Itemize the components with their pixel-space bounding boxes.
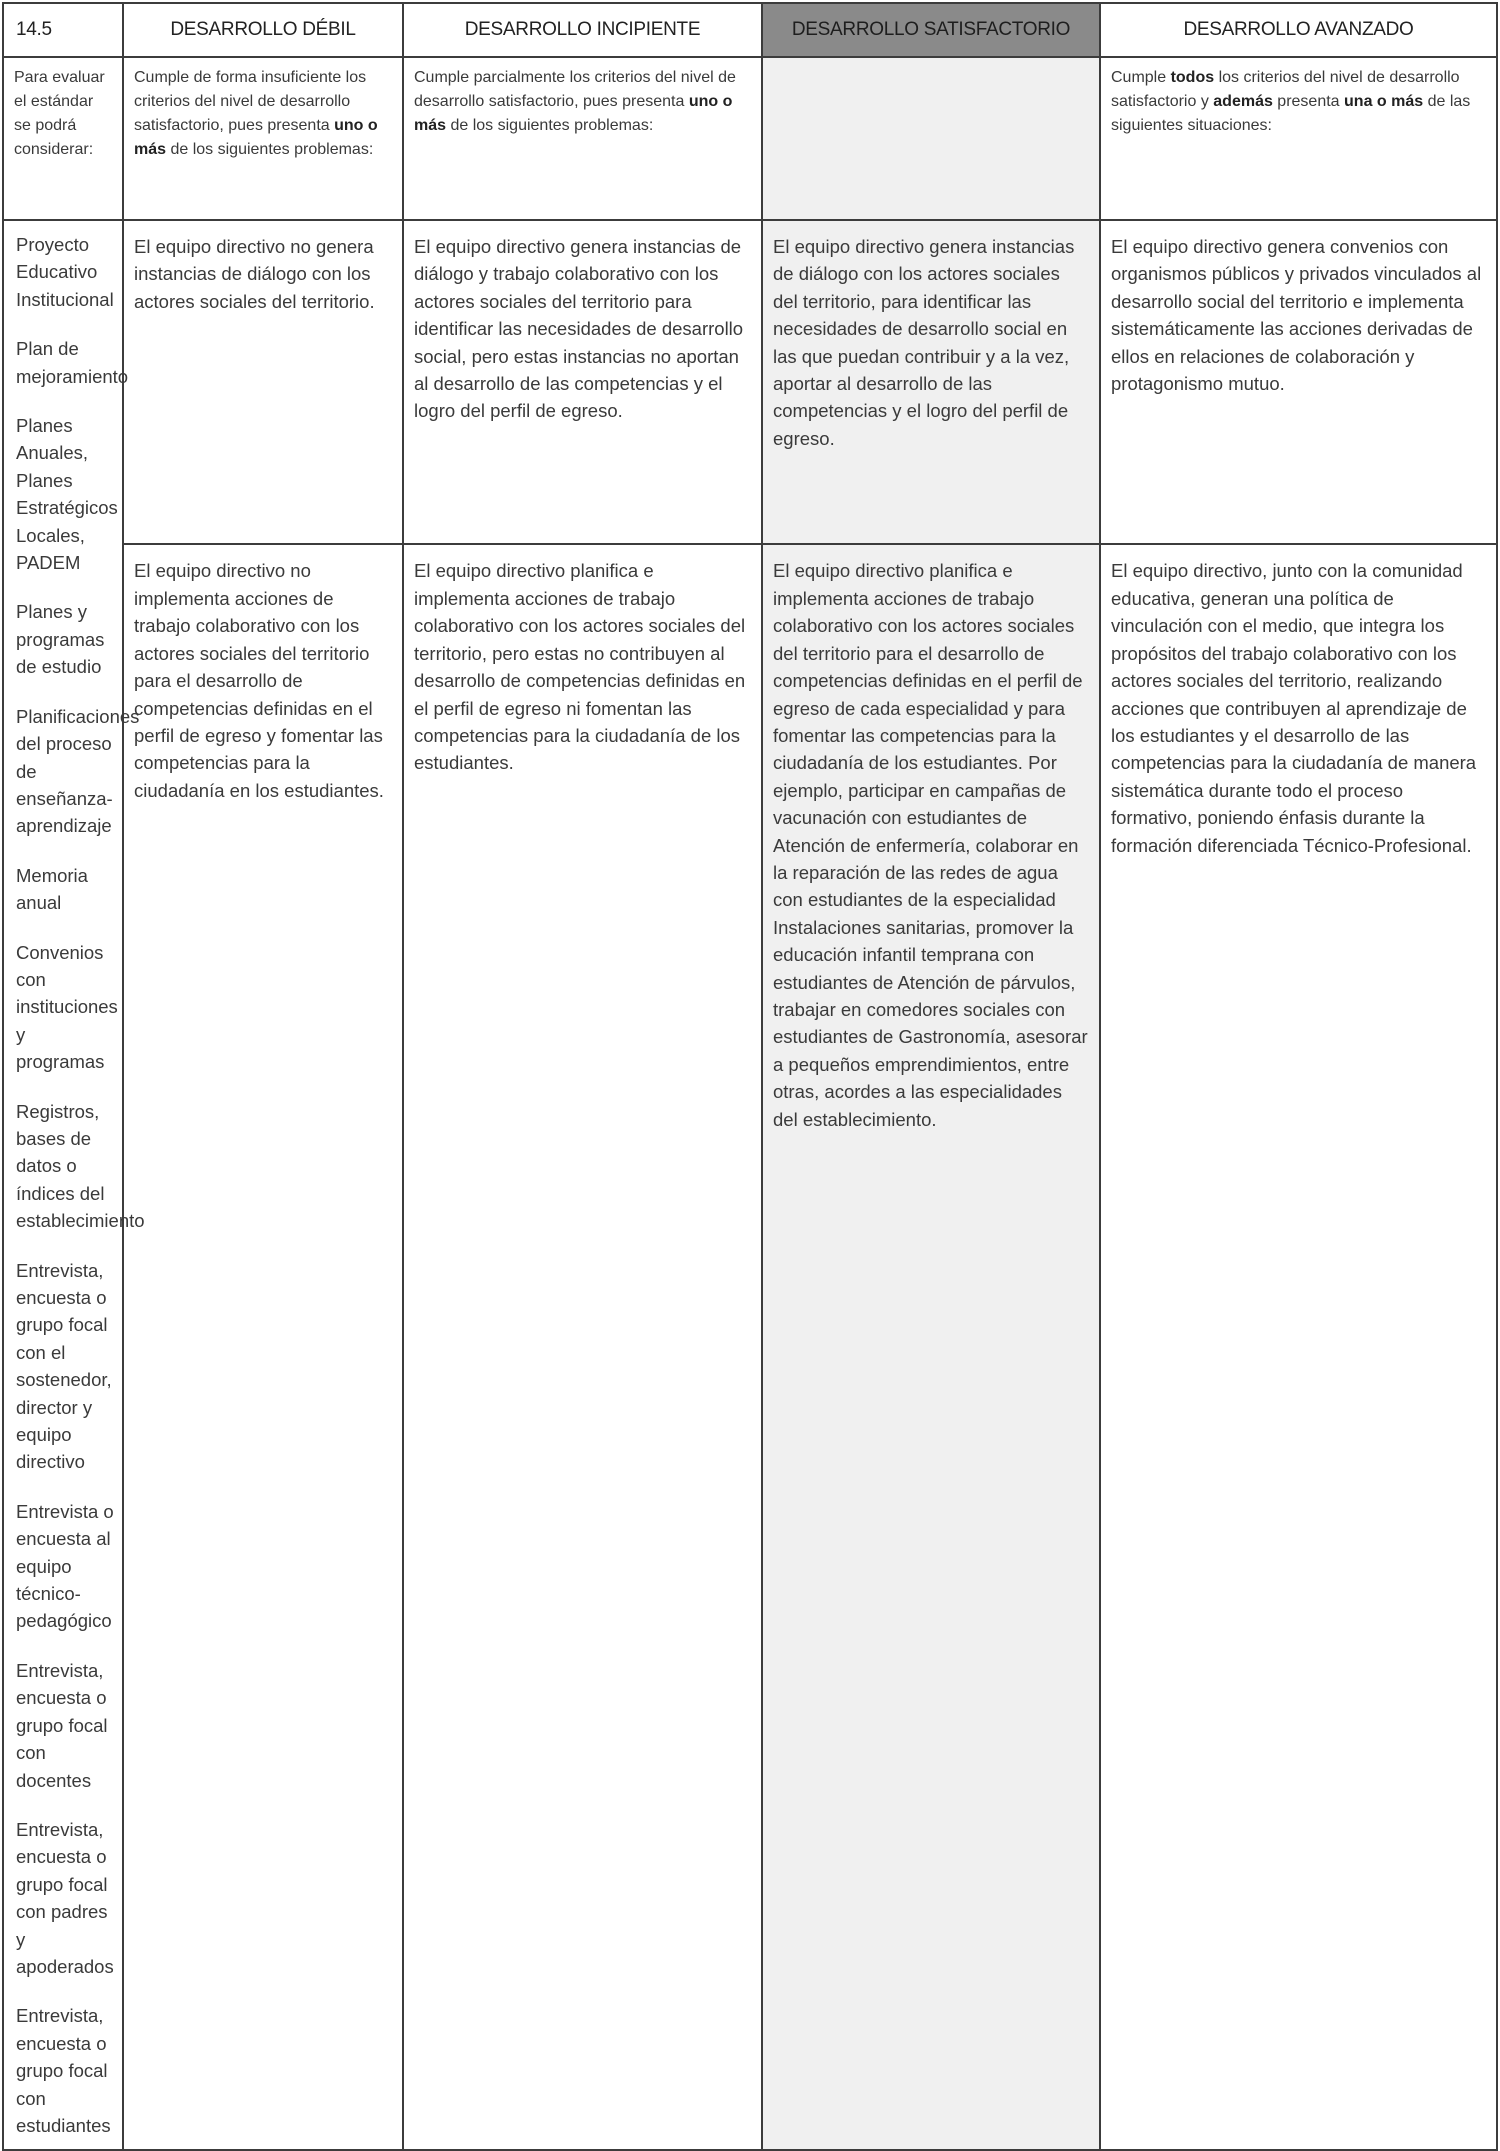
source-item: Registros, bases de datos o índices del establecimiento — [16, 1100, 145, 1232]
sources-label: Para evaluar el estándar se podrá considerar: — [3, 57, 123, 220]
source-item: Entrevista, encuesta o grupo focal con el sostenedor, director y equipo directivo — [16, 1259, 112, 1473]
source-item: Entrevista, encuesta o grupo focal con docentes — [16, 1659, 108, 1791]
source-item: Entrevista, encuesta o grupo focal con estudiantes — [16, 2005, 111, 2136]
intro-text: Cumple de forma insuficiente los criterios del nivel de desarrollo satisfactorio, pues presenta — [134, 69, 367, 134]
intro-text: Cumple — [1111, 69, 1171, 86]
intro-text: de los siguientes problemas: — [446, 117, 654, 134]
level-incipiente-header: DESARROLLO INCIPIENTE — [403, 3, 762, 57]
intro-debil — [123, 57, 403, 220]
source-item: Convenios con instituciones y programas — [16, 941, 118, 1073]
cell-incipiente: El equipo directivo planifica e implementa acciones de trabajo colaborativo con los actores sociales del territorio, pero estas no contribuyen al desarrollo de competencias definidas en el perfil de egreso ni fomentan las competencias para la ciudadanía de los estudiantes. — [403, 544, 762, 2150]
source-item: Plan de mejoramiento — [16, 338, 129, 387]
cell-avanzado: El equipo directivo genera convenios con organismos públicos y privados vinculados al desarrollo social del territorio e implementa sistemáticamente las acciones derivadas de ellos en relaciones de colaboración y protagonismo mutuo. — [1100, 220, 1497, 544]
source-item: Entrevista, encuesta o grupo focal con padres y apoderados — [16, 1818, 114, 1977]
intro-text: Cumple parcialmente los criterios del nivel de desarrollo satisfactorio, pues presenta — [414, 69, 736, 110]
criterion-row — [3, 544, 1497, 2150]
level-debil-header: DESARROLLO DÉBIL — [123, 3, 403, 57]
criterion-row — [3, 220, 1497, 544]
source-item: Planificaciones del proceso de enseñanza-aprendizaje — [16, 705, 140, 837]
intro-avanzado — [1100, 57, 1497, 220]
cell-debil: El equipo directivo no implementa acciones de trabajo colaborativo con los actores sociales del territorio para el desarrollo de competencias definidas en el perfil de egreso y fomentar las competencias para la ciudadanía en los estudiantes. — [123, 544, 403, 2150]
header-row — [3, 3, 1497, 57]
source-item: Proyecto Educativo Institucional — [16, 234, 114, 310]
standard-number: 14.5 — [3, 3, 123, 57]
source-item: Planes y programas de estudio — [16, 601, 105, 678]
sources-list — [3, 220, 145, 2150]
level-satisfactorio-header: DESARROLLO SATISFACTORIO — [762, 3, 1100, 57]
source-item: Planes Anuales, Planes Estratégicos Locales, PADEM — [16, 415, 118, 574]
intro-bold: uno o más — [134, 117, 378, 158]
cell-incipiente: El equipo directivo genera instancias de diálogo y trabajo colaborativo con los actores sociales del territorio para identificar las necesidades de desarrollo social, pero estas instancias no aportan al desarrollo de las competencias y el logro del perfil de egreso. — [403, 220, 762, 544]
intro-bold: todos — [1170, 69, 1215, 86]
intro-bold: además — [1213, 93, 1273, 110]
cell-satisfactorio: El equipo directivo genera instancias de diálogo con los actores sociales del territorio, para identificar las necesidades de desarrollo social en las que puedan contribuir y a la vez, aportar al desarrollo de las competencias y el logro del perfil de egreso. — [762, 220, 1100, 544]
source-item: Entrevista o encuesta al equipo técnico-pedagógico — [16, 1500, 114, 1632]
intro-satisfactorio — [762, 57, 1100, 220]
cell-debil: El equipo directivo no genera instancias de diálogo con los actores sociales del territorio. — [123, 220, 403, 544]
intro-text: de las siguientes situaciones: — [1111, 93, 1471, 134]
cell-avanzado: El equipo directivo, junto con la comunidad educativa, generan una política de vinculación con el medio, que integra los propósitos del trabajo colaborativo con los actores sociales del territorio, realizando acciones que contribuyen al aprendizaje de los estudiantes y el desarrollo de las competencias para la ciudadanía de manera sistemática durante todo el proceso formativo, poniendo énfasis durante la formación diferenciada Técnico-Profesional. — [1100, 544, 1497, 2150]
intro-text: de los siguientes problemas: — [166, 141, 374, 158]
intro-text: los criterios del nivel de desarrollo satisfactorio y — [1111, 69, 1460, 110]
source-item: Memoria anual — [16, 864, 88, 914]
intro-incipiente — [403, 57, 762, 220]
intro-row — [3, 57, 1497, 220]
intro-bold: uno o más — [414, 93, 733, 134]
level-avanzado-header: DESARROLLO AVANZADO — [1100, 3, 1497, 57]
intro-bold: una o más — [1344, 93, 1424, 110]
cell-satisfactorio: El equipo directivo planifica e implementa acciones de trabajo colaborativo con los actores sociales del territorio para el desarrollo de competencias definidas en el perfil de egreso de cada especialidad y para fomentar las competencias para la ciudadanía de los estudiantes. Por ejemplo, participar en campañas de vacunación con estudiantes de Atención de enfermería, colaborar en la reparación de las redes de agua con estudiantes de la especialidad Instalaciones sanitarias, promover la educación infantil temprana con estudiantes de Atención de párvulos, trabajar en comedores sociales con estudiantes de Gastronomía, asesorar a pequeños emprendimientos, entre otras, acordes a las especialidades del establecimiento. — [762, 544, 1100, 2150]
intro-text: presenta — [1272, 93, 1345, 110]
rubric-table — [2, 2, 1498, 2151]
